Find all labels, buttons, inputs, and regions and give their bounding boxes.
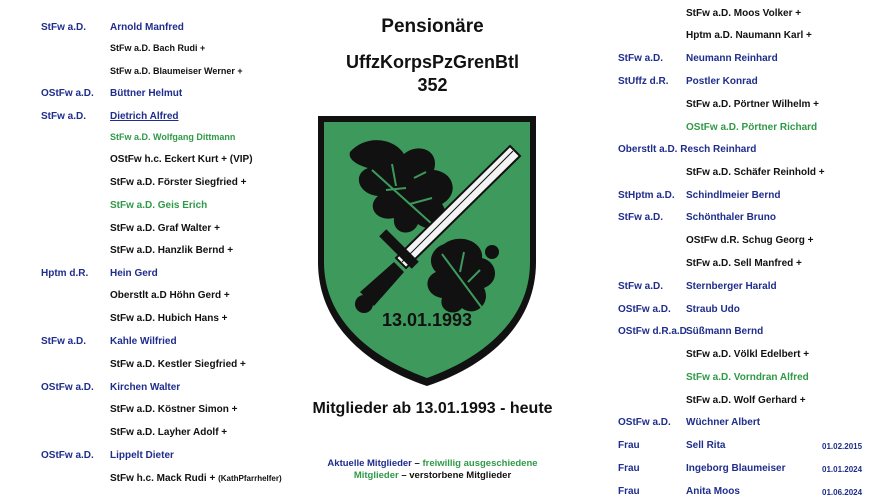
member-date: 01.06.2024 bbox=[822, 488, 863, 497]
member-rank: StFw a.D. bbox=[618, 281, 664, 292]
member-rank: StHptm a.D. bbox=[618, 190, 675, 201]
member-rank: OStFw a.D. bbox=[41, 382, 94, 393]
member-date: 01.01.2024 bbox=[822, 465, 863, 474]
member-rank: Frau bbox=[618, 440, 640, 451]
deceased-member: StFw a.D. Sell Manfred + bbox=[686, 258, 802, 269]
page-title: Pensionäre bbox=[381, 16, 484, 37]
member-name: Oberstlt a.D. Resch Reinhard bbox=[618, 144, 757, 155]
member-name: Büttner Helmut bbox=[110, 88, 183, 99]
deceased-member bbox=[110, 473, 282, 484]
member-date: 01.02.2015 bbox=[822, 442, 863, 451]
member-rank: StFw a.D. bbox=[41, 22, 87, 33]
member-name: Hein Gerd bbox=[110, 268, 158, 279]
member-rank: OStFw a.D. bbox=[41, 88, 94, 99]
member-name: Süßmann Bernd bbox=[686, 326, 764, 337]
member-rank: OStFw a.D. bbox=[41, 450, 94, 461]
member-name: Sternberger Harald bbox=[686, 281, 777, 292]
deceased-member: StFw a.D. Layher Adolf + bbox=[110, 427, 228, 438]
member-name: Schönthaler Bruno bbox=[686, 212, 777, 223]
deceased-member: StFw a.D. Förster Siegfried + bbox=[110, 177, 247, 188]
deceased-member: StFw a.D. Graf Walter + bbox=[110, 223, 220, 234]
member-name: Ingeborg Blaumeiser bbox=[686, 463, 786, 474]
member-name: Postler Konrad bbox=[686, 76, 758, 87]
member-name: Kahle Wilfried bbox=[110, 336, 177, 347]
member-name: Wüchner Albert bbox=[686, 417, 761, 428]
member-name: Dietrich Alfred bbox=[110, 111, 179, 122]
member-rank: OStFw a.D. bbox=[618, 417, 671, 428]
unit-number: 352 bbox=[417, 75, 448, 95]
legend-separator: – bbox=[398, 470, 410, 481]
emblem-date: 13.01.1993 bbox=[381, 310, 473, 330]
member-rank: OStFw d.R.a.D bbox=[618, 326, 687, 337]
former-member: StFw a.D. Wolfgang Dittmann bbox=[110, 132, 236, 142]
member-rank: Frau bbox=[618, 463, 640, 474]
member-rank: StFw a.D. bbox=[41, 336, 87, 347]
member-rank: OStFw a.D. bbox=[618, 304, 671, 315]
deceased-member: Hptm a.D. Naumann Karl + bbox=[686, 30, 812, 41]
former-member: StFw a.D. Geis Erich bbox=[110, 200, 208, 211]
deceased-member: StFw a.D. Kestler Siegfried + bbox=[110, 359, 246, 370]
legend-voluntary: freiwillig ausgeschiedene bbox=[422, 458, 538, 469]
former-member: OStFw a.D. Pörtner Richard bbox=[686, 122, 818, 133]
deceased-member: OStFw d.R. Schug Georg + bbox=[686, 235, 814, 246]
deceased-member: StFw a.D. Pörtner Wilhelm + bbox=[686, 99, 819, 110]
deceased-member: Oberstlt a.D Höhn Gerd + bbox=[110, 290, 230, 301]
members-since-heading: Mitglieder ab 13.01.1993 - heute bbox=[312, 400, 553, 417]
member-rank: StFw a.D. bbox=[618, 212, 664, 223]
legend-separator: – bbox=[411, 458, 423, 469]
member-name: Straub Udo bbox=[686, 304, 740, 315]
member-name: Neumann Reinhard bbox=[686, 53, 778, 64]
member-rank: Hptm d.R. bbox=[41, 268, 89, 279]
member-name: Lippelt Dieter bbox=[110, 450, 174, 461]
legend-active: Aktuelle Mitglieder bbox=[327, 458, 412, 469]
member-rank: StFw a.D. bbox=[618, 53, 664, 64]
unit-name: UffzKorpsPzGrenBtl bbox=[345, 52, 519, 72]
member-name: Kirchen Walter bbox=[110, 382, 181, 393]
deceased-member: StFw a.D. Bach Rudi + bbox=[110, 43, 206, 53]
member-name: Arnold Manfred bbox=[110, 22, 184, 33]
deceased-member: StFw a.D. Hubich Hans + bbox=[110, 313, 228, 324]
deceased-member: OStFw h.c. Eckert Kurt + (VIP) bbox=[110, 154, 253, 165]
member-name: Schindlmeier Bernd bbox=[686, 190, 781, 201]
deceased-member: StFw a.D. Wolf Gerhard + bbox=[686, 395, 806, 406]
member-rank: StFw a.D. bbox=[41, 111, 87, 122]
deceased-member: StFw a.D. Schäfer Reinhold + bbox=[686, 167, 825, 178]
acorn-icon bbox=[485, 245, 499, 259]
member-name: Sell Rita bbox=[686, 440, 726, 451]
deceased-member: StFw a.D. Moos Volker + bbox=[686, 8, 802, 19]
member-note: (KathPfarrhelfer) bbox=[218, 474, 282, 483]
deceased-member: StFw a.D. Völkl Edelbert + bbox=[686, 349, 810, 360]
member-rank: StUffz d.R. bbox=[618, 76, 669, 87]
deceased-member: StFw a.D. Blaumeiser Werner + bbox=[110, 66, 243, 76]
deceased-member: StFw a.D. Köstner Simon + bbox=[110, 404, 238, 415]
deceased-member: StFw a.D. Hanzlik Bernd + bbox=[110, 245, 234, 256]
unit-emblem-shield bbox=[314, 112, 540, 390]
member-entry: StFw h.c. Mack Rudi + bbox=[110, 473, 216, 484]
member-name: Anita Moos bbox=[686, 486, 740, 497]
member-rank: Frau bbox=[618, 486, 640, 497]
former-member: StFw a.D. Vorndran Alfred bbox=[686, 372, 809, 383]
color-legend bbox=[300, 458, 565, 482]
legend-deceased: verstorbene Mitglieder bbox=[409, 470, 512, 481]
legend-voluntary-cont: Mitglieder bbox=[353, 470, 399, 481]
